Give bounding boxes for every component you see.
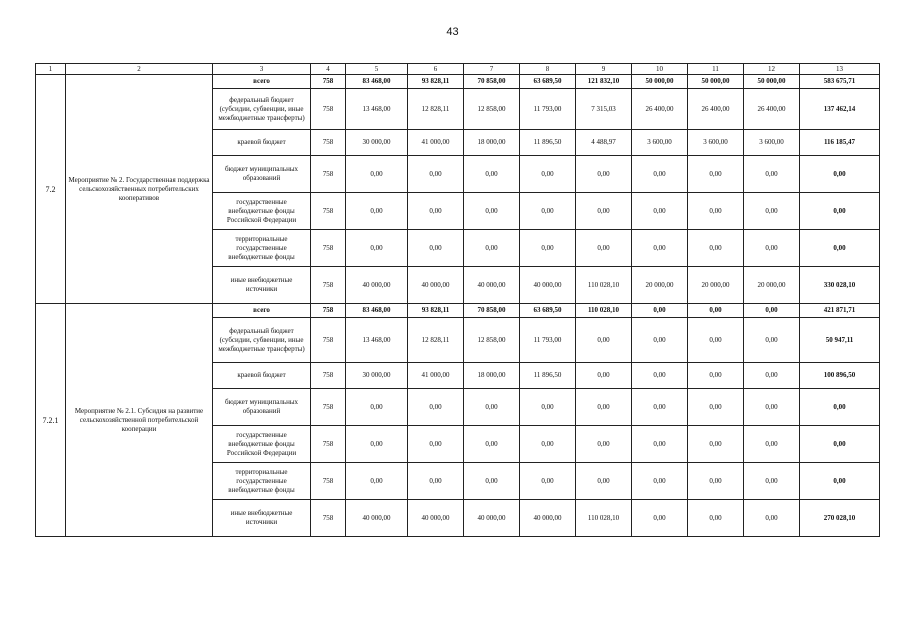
year-amount: 11 896,50 <box>520 130 576 156</box>
year-amount: 0,00 <box>346 463 408 500</box>
year-amount: 30 000,00 <box>346 130 408 156</box>
funding-source: федеральный бюджет (субсидии, субвенции, иные межбюджетные трансферты) <box>213 318 311 363</box>
year-amount: 0,00 <box>688 363 744 389</box>
year-amount: 0,00 <box>520 463 576 500</box>
year-amount: 0,00 <box>632 500 688 537</box>
total-amount: 0,00 <box>800 389 880 426</box>
total-amount: 330 028,10 <box>800 267 880 304</box>
year-amount: 0,00 <box>464 463 520 500</box>
year-amount: 0,00 <box>744 500 800 537</box>
year-amount: 110 028,10 <box>576 267 632 304</box>
year-amount: 0,00 <box>464 389 520 426</box>
year-amount: 4 488,97 <box>576 130 632 156</box>
year-amount: 0,00 <box>346 230 408 267</box>
year-amount: 0,00 <box>688 193 744 230</box>
year-amount: 18 000,00 <box>464 363 520 389</box>
year-amount: 3 600,00 <box>688 130 744 156</box>
funding-source: всего <box>213 304 311 318</box>
year-amount: 0,00 <box>688 318 744 363</box>
funding-source: бюджет муниципальных образований <box>213 389 311 426</box>
year-amount: 0,00 <box>346 389 408 426</box>
funding-source: иные внебюджетные источники <box>213 500 311 537</box>
year-amount: 70 858,00 <box>464 75 520 89</box>
year-amount: 93 828,11 <box>408 304 464 318</box>
column-number: 11 <box>688 64 744 75</box>
year-amount: 11 793,00 <box>520 318 576 363</box>
table-header-row <box>36 64 880 75</box>
budget-code: 758 <box>311 156 346 193</box>
year-amount: 0,00 <box>576 156 632 193</box>
year-amount: 0,00 <box>632 193 688 230</box>
column-number: 7 <box>464 64 520 75</box>
measure-id: 7.2.1 <box>36 304 66 537</box>
column-number: 3 <box>213 64 311 75</box>
funding-source: краевой бюджет <box>213 130 311 156</box>
column-number: 6 <box>408 64 464 75</box>
budget-code: 758 <box>311 267 346 304</box>
measure-name: Мероприятие № 2.1. Субсидия на развитие сельскохозяйственной потребительской кооперации <box>66 304 213 537</box>
year-amount: 0,00 <box>632 389 688 426</box>
year-amount: 0,00 <box>346 193 408 230</box>
budget-code: 758 <box>311 89 346 130</box>
budget-code: 758 <box>311 463 346 500</box>
budget-code: 758 <box>311 75 346 89</box>
year-amount: 13 468,00 <box>346 318 408 363</box>
year-amount: 0,00 <box>520 156 576 193</box>
year-amount: 0,00 <box>688 304 744 318</box>
year-amount: 12 858,00 <box>464 89 520 130</box>
year-amount: 50 000,00 <box>688 75 744 89</box>
year-amount: 0,00 <box>464 156 520 193</box>
funding-source: территориальные государственные внебюджетные фонды <box>213 230 311 267</box>
year-amount: 11 896,50 <box>520 363 576 389</box>
total-amount: 116 185,47 <box>800 130 880 156</box>
budget-code: 758 <box>311 130 346 156</box>
year-amount: 40 000,00 <box>520 500 576 537</box>
column-number: 4 <box>311 64 346 75</box>
funding-source: территориальные государственные внебюджетные фонды <box>213 463 311 500</box>
year-amount: 40 000,00 <box>408 267 464 304</box>
year-amount: 0,00 <box>744 193 800 230</box>
funding-source: бюджет муниципальных образований <box>213 156 311 193</box>
year-amount: 50 000,00 <box>632 75 688 89</box>
funding-source: иные внебюджетные источники <box>213 267 311 304</box>
year-amount: 12 828,11 <box>408 89 464 130</box>
year-amount: 0,00 <box>688 230 744 267</box>
year-amount: 26 400,00 <box>632 89 688 130</box>
budget-code: 758 <box>311 193 346 230</box>
year-amount: 0,00 <box>576 463 632 500</box>
total-amount: 0,00 <box>800 426 880 463</box>
total-amount: 583 675,71 <box>800 75 880 89</box>
year-amount: 110 028,10 <box>576 500 632 537</box>
year-amount: 3 600,00 <box>632 130 688 156</box>
year-amount: 0,00 <box>744 318 800 363</box>
year-amount: 40 000,00 <box>346 267 408 304</box>
funding-source: федеральный бюджет (субсидии, субвенции, иные межбюджетные трансферты) <box>213 89 311 130</box>
year-amount: 0,00 <box>576 318 632 363</box>
year-amount: 0,00 <box>464 230 520 267</box>
budget-table <box>35 63 880 537</box>
year-amount: 7 315,03 <box>576 89 632 130</box>
year-amount: 0,00 <box>744 304 800 318</box>
year-amount: 93 828,11 <box>408 75 464 89</box>
year-amount: 0,00 <box>744 230 800 267</box>
column-number: 8 <box>520 64 576 75</box>
year-amount: 0,00 <box>688 156 744 193</box>
total-amount: 0,00 <box>800 230 880 267</box>
year-amount: 0,00 <box>464 193 520 230</box>
year-amount: 12 858,00 <box>464 318 520 363</box>
funding-source: всего <box>213 75 311 89</box>
column-number: 13 <box>800 64 880 75</box>
year-amount: 0,00 <box>632 156 688 193</box>
year-amount: 0,00 <box>744 463 800 500</box>
total-amount: 137 462,14 <box>800 89 880 130</box>
year-amount: 0,00 <box>688 389 744 426</box>
year-amount: 0,00 <box>744 156 800 193</box>
page-number: 43 <box>446 26 459 38</box>
year-amount: 0,00 <box>408 389 464 426</box>
year-amount: 13 468,00 <box>346 89 408 130</box>
year-amount: 40 000,00 <box>464 267 520 304</box>
year-amount: 0,00 <box>744 363 800 389</box>
year-amount: 0,00 <box>408 230 464 267</box>
budget-code: 758 <box>311 318 346 363</box>
funding-source: государственные внебюджетные фонды Российской Федерации <box>213 193 311 230</box>
year-amount: 50 000,00 <box>744 75 800 89</box>
year-amount: 0,00 <box>408 156 464 193</box>
year-amount: 0,00 <box>408 193 464 230</box>
year-amount: 3 600,00 <box>744 130 800 156</box>
year-amount: 0,00 <box>346 426 408 463</box>
measure-name: Мероприятие № 2. Государственная поддержка сельскохозяйственных потребительских кооперативов <box>66 75 213 304</box>
column-number: 1 <box>36 64 66 75</box>
year-amount: 0,00 <box>408 426 464 463</box>
year-amount: 70 858,00 <box>464 304 520 318</box>
year-amount: 41 000,00 <box>408 363 464 389</box>
year-amount: 0,00 <box>576 426 632 463</box>
column-number: 5 <box>346 64 408 75</box>
year-amount: 121 832,10 <box>576 75 632 89</box>
measure-id: 7.2 <box>36 75 66 304</box>
year-amount: 63 689,50 <box>520 75 576 89</box>
year-amount: 11 793,00 <box>520 89 576 130</box>
year-amount: 26 400,00 <box>688 89 744 130</box>
year-amount: 0,00 <box>688 500 744 537</box>
year-amount: 0,00 <box>408 463 464 500</box>
year-amount: 0,00 <box>520 389 576 426</box>
year-amount: 0,00 <box>576 193 632 230</box>
year-amount: 0,00 <box>632 426 688 463</box>
year-amount: 40 000,00 <box>520 267 576 304</box>
year-amount: 0,00 <box>632 230 688 267</box>
funding-source: государственные внебюджетные фонды Российской Федерации <box>213 426 311 463</box>
year-amount: 0,00 <box>576 363 632 389</box>
year-amount: 83 468,00 <box>346 75 408 89</box>
budget-code: 758 <box>311 426 346 463</box>
year-amount: 110 028,10 <box>576 304 632 318</box>
total-amount: 421 871,71 <box>800 304 880 318</box>
year-amount: 40 000,00 <box>346 500 408 537</box>
budget-code: 758 <box>311 363 346 389</box>
year-amount: 12 828,11 <box>408 318 464 363</box>
total-amount: 100 896,50 <box>800 363 880 389</box>
funding-source: краевой бюджет <box>213 363 311 389</box>
total-amount: 0,00 <box>800 463 880 500</box>
year-amount: 20 000,00 <box>744 267 800 304</box>
budget-code: 758 <box>311 304 346 318</box>
year-amount: 40 000,00 <box>408 500 464 537</box>
year-amount: 0,00 <box>632 363 688 389</box>
year-amount: 26 400,00 <box>744 89 800 130</box>
column-number: 12 <box>744 64 800 75</box>
budget-code: 758 <box>311 389 346 426</box>
year-amount: 30 000,00 <box>346 363 408 389</box>
year-amount: 0,00 <box>576 230 632 267</box>
year-amount: 0,00 <box>520 426 576 463</box>
year-amount: 40 000,00 <box>464 500 520 537</box>
year-amount: 20 000,00 <box>632 267 688 304</box>
year-amount: 63 689,50 <box>520 304 576 318</box>
table-row <box>36 75 880 89</box>
column-number: 9 <box>576 64 632 75</box>
year-amount: 0,00 <box>520 193 576 230</box>
year-amount: 0,00 <box>632 463 688 500</box>
year-amount: 41 000,00 <box>408 130 464 156</box>
year-amount: 0,00 <box>464 426 520 463</box>
year-amount: 0,00 <box>744 389 800 426</box>
year-amount: 0,00 <box>632 318 688 363</box>
year-amount: 0,00 <box>632 304 688 318</box>
year-amount: 0,00 <box>576 389 632 426</box>
year-amount: 0,00 <box>520 230 576 267</box>
total-amount: 50 947,11 <box>800 318 880 363</box>
year-amount: 0,00 <box>744 426 800 463</box>
column-number: 10 <box>632 64 688 75</box>
column-number: 2 <box>66 64 213 75</box>
year-amount: 0,00 <box>688 463 744 500</box>
year-amount: 20 000,00 <box>688 267 744 304</box>
year-amount: 0,00 <box>346 156 408 193</box>
total-amount: 270 028,10 <box>800 500 880 537</box>
year-amount: 18 000,00 <box>464 130 520 156</box>
year-amount: 83 468,00 <box>346 304 408 318</box>
budget-code: 758 <box>311 500 346 537</box>
year-amount: 0,00 <box>688 426 744 463</box>
table-row <box>36 304 880 318</box>
total-amount: 0,00 <box>800 156 880 193</box>
budget-code: 758 <box>311 230 346 267</box>
total-amount: 0,00 <box>800 193 880 230</box>
